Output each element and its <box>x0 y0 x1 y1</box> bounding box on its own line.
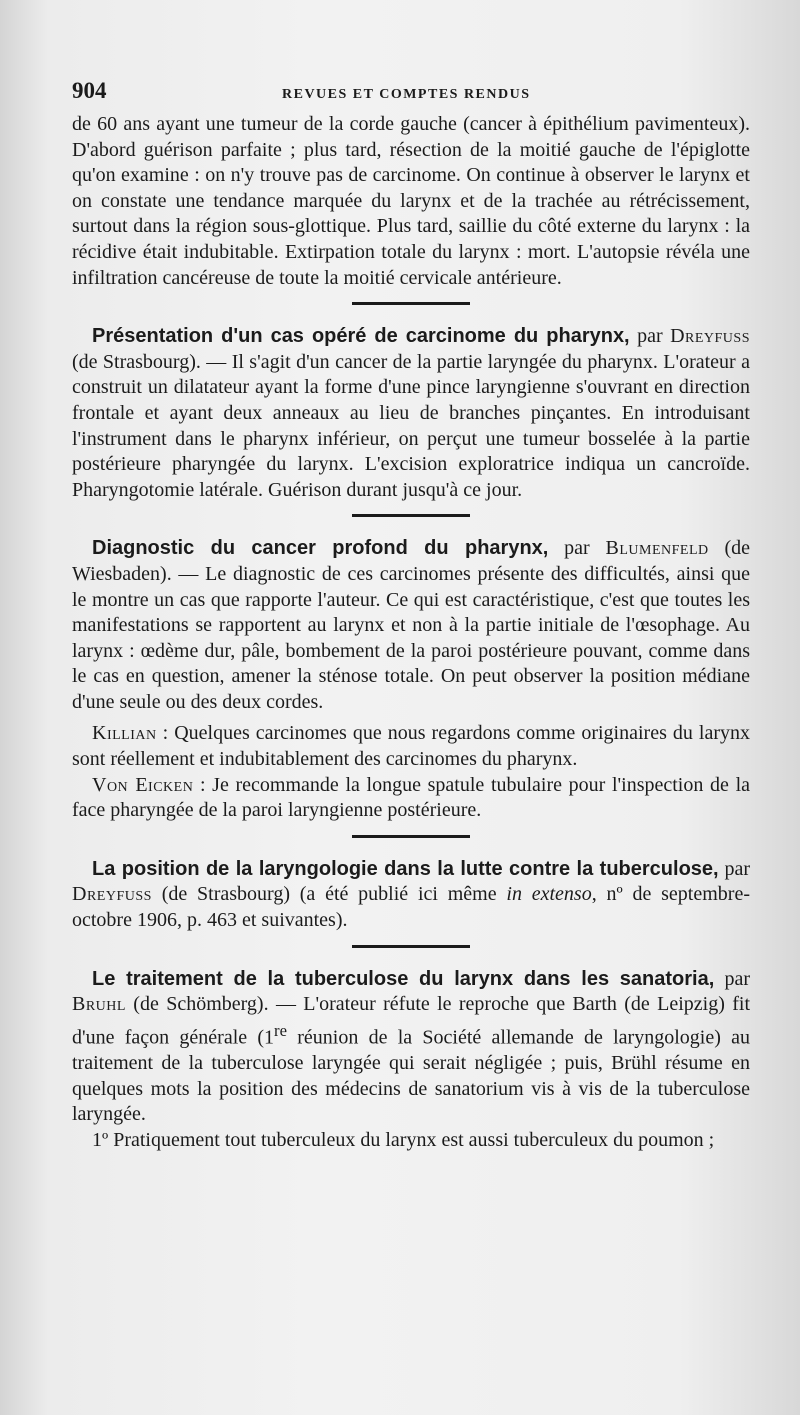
section-title: Diagnostic du cancer profond du pharynx, <box>92 537 549 560</box>
page-number: 904 <box>72 78 107 103</box>
section-divider <box>352 514 470 517</box>
numbered-point-1: 1º Pratiquement tout tuberculeux du larynx est aussi tuberculeux du poumon ; <box>92 1128 715 1151</box>
section-divider <box>352 945 470 948</box>
section-text-end: , nº de septembre-octobre 1906, p. 463 et suivantes). <box>72 883 750 932</box>
commenter-name: Von Eicken <box>92 773 194 796</box>
section-traitement-tuberculose <box>72 967 750 1128</box>
comment-von-eicken <box>72 773 750 824</box>
section-title: La position de la laryngologie dans la lutte contre la tuberculose, <box>92 857 719 880</box>
author-name: Bruhl <box>72 993 126 1016</box>
ordinal-superscript: re <box>274 1020 287 1040</box>
section-divider <box>352 302 470 305</box>
author-name: Blumenfeld <box>605 537 709 560</box>
section-text: (de Schömberg). — L'orateur réfute le reproche que Barth (de Leipzig) fit d'une façon générale (1 <box>72 993 750 1049</box>
section-text-end: réunion de la Société allemande de laryngologie) au traitement de la tuberculose laryngée qui serait négligée ; puis, Brühl résume en quelques mots la position des médecins de sanatorium vis à vis de la tuberculose laryngée. <box>72 1026 750 1126</box>
author-name: Dreyfuss <box>670 325 750 348</box>
author-name: Dreyfuss <box>72 883 152 906</box>
section-title: Le traitement de la tuberculose du larynx dans les sanatoria, <box>92 967 715 990</box>
comment-text: : Je recommande la longue spatule tubulaire pour l'inspection de la face pharyngée de la paroi laryngienne postérieure. <box>72 773 750 822</box>
section-text: (de Strasbourg) (a été publié ici même <box>151 883 507 906</box>
running-head <box>72 78 750 112</box>
section-diagnostic-cancer <box>72 536 750 715</box>
page-body <box>72 112 750 1153</box>
section-presentation-carcinome <box>72 324 750 503</box>
comment-text: : Quelques carcinomes que nous regardons comme originaires du larynx sont réellement et indubitablement des carcinomes du pharynx. <box>72 722 750 771</box>
par-word: par <box>714 967 750 990</box>
section-divider <box>352 835 470 838</box>
section-text: (de Wiesbaden). — Le diagnostic de ces carcinomes présente des difficultés, ainsi que le montre un cas que rapporte l'auteur. Ce qui est caractéristique, c'est que toutes les manifestations se rapportent au larynx et non à la partie initiale de l'œsophage. Au larynx : œdème dur, pâle, bombement de la paroi postérieure pouvant, comme dans le cas en question, amener la sténose totale. On peut observer la position médiane d'une seule ou des deux cordes. <box>72 537 750 713</box>
italic-phrase: in extenso <box>506 883 592 906</box>
par-word: par <box>548 537 606 560</box>
continued-paragraph: de 60 ans ayant une tumeur de la corde gauche (cancer à épithélium pavimenteux). D'abord guérison parfaite ; plus tard, résection de la moitié gauche de l'épiglotte qu'on examine : on n'y trouve pas de carcinome. On continue à observer le larynx et on constate une tendance marquée du larynx et de la trachée au rétrécissement, surtout dans la région sous-glottique. Plus tard, saillie du côté externe du larynx : la récidive était indubitable. Extirpation totale du larynx : mort. L'autopsie révéla une infiltration cancéreuse de toute la moitié cervicale antérieure. <box>72 113 750 289</box>
par-word: par <box>718 857 751 880</box>
section-title: Présentation d'un cas opéré de carcinome du pharynx, <box>92 325 630 348</box>
par-word: par <box>629 325 671 348</box>
comment-killian <box>72 721 750 772</box>
running-title: REVUES ET COMPTES RENDUS <box>282 87 531 102</box>
commenter-name: Killian <box>92 722 157 745</box>
section-text: (de Strasbourg). — Il s'agit d'un cancer de la partie laryngée du pharynx. L'orateur a construit un dilatateur ayant la forme d'une pince laryngienne s'ouvrant en direction frontale et ayant deux anneaux au lieu de branches pinçantes. En introduisant l'instrument dans le pharynx inférieur, on perçut une tumeur bosselée à la partie postérieure pharyngée du larynx. L'excision exploratrice indiqua un cancroïde. Pharyngotomie latérale. Guérison durant jusqu'à ce jour. <box>72 350 750 501</box>
section-position-laryngologie <box>72 857 750 934</box>
